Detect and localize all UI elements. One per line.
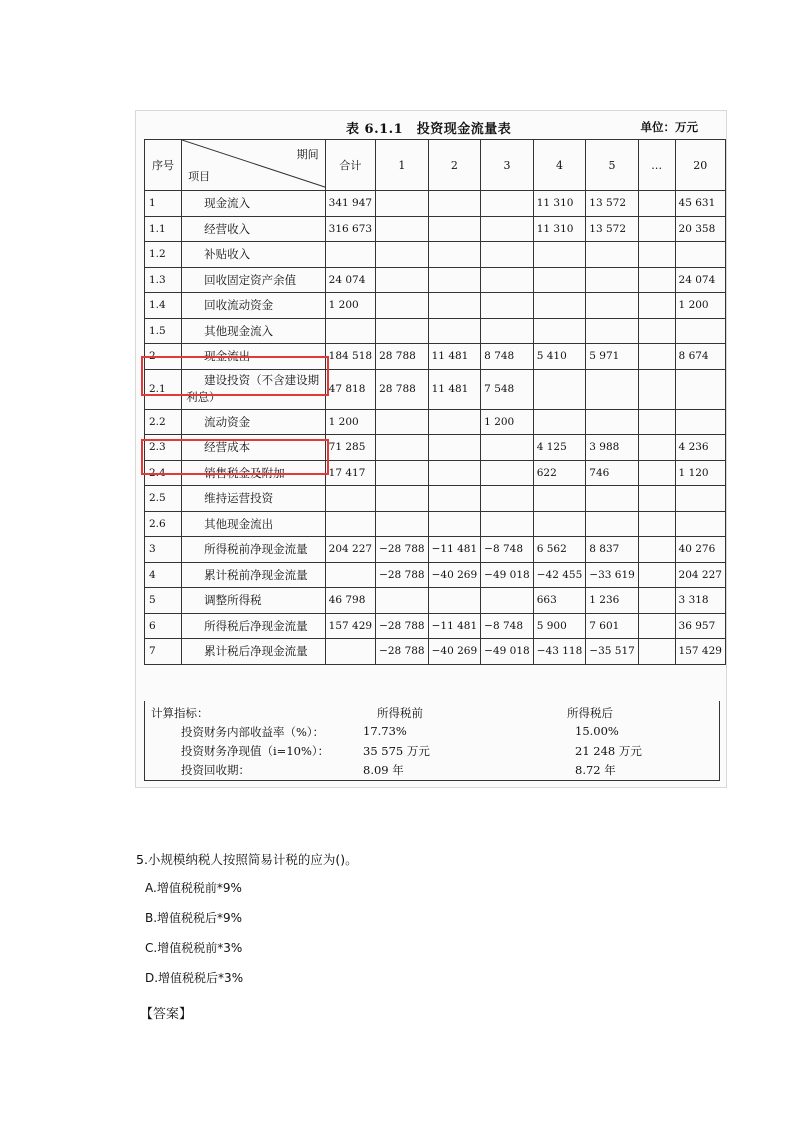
row-value	[376, 511, 429, 537]
row-value	[428, 267, 481, 293]
row-item: 累计税后净现金流量	[182, 639, 326, 665]
header-col: 20	[675, 140, 725, 191]
row-value: 663	[533, 588, 586, 614]
row-value	[533, 267, 586, 293]
row-value	[376, 242, 429, 268]
table-row	[145, 511, 726, 537]
row-value	[481, 511, 534, 537]
row-value: 5 971	[586, 344, 639, 370]
row-seq: 1.3	[145, 267, 182, 293]
row-value	[325, 562, 375, 588]
row-item: 建设投资（不含建设期利息）	[182, 369, 326, 409]
row-value: 28 788	[376, 344, 429, 370]
row-value	[638, 562, 675, 588]
row-seq: 2.6	[145, 511, 182, 537]
option-c: C.增值税税前*3%	[145, 941, 243, 955]
row-value	[638, 486, 675, 512]
row-item: 累计税前净现金流量	[182, 562, 326, 588]
row-value	[325, 242, 375, 268]
table-row	[145, 537, 726, 563]
header-col: 合计	[325, 140, 375, 191]
row-value: 204 227	[675, 562, 725, 588]
row-value	[428, 242, 481, 268]
row-value	[376, 191, 429, 217]
row-value: 4 236	[675, 435, 725, 461]
row-item: 经营成本	[182, 435, 326, 461]
row-item: 现金流入	[182, 191, 326, 217]
row-value	[481, 588, 534, 614]
highlight-box-cash-outflow	[141, 356, 329, 396]
header-period: 期间	[296, 148, 319, 161]
row-value: 1 200	[675, 293, 725, 319]
row-value	[638, 511, 675, 537]
row-value: 341 947	[325, 191, 375, 217]
metric-irr-after: 15.00%	[575, 724, 619, 738]
row-value	[638, 435, 675, 461]
row-seq: 2.5	[145, 486, 182, 512]
row-value: 8 748	[481, 344, 534, 370]
row-value	[481, 191, 534, 217]
row-value	[376, 435, 429, 461]
row-value: 7 601	[586, 613, 639, 639]
row-value	[533, 293, 586, 319]
metrics-col-after-tax: 所得税后	[567, 706, 613, 720]
row-seq: 1	[145, 191, 182, 217]
cash-flow-table-figure	[135, 110, 727, 788]
row-item: 销售税金及附加	[182, 460, 326, 486]
row-value	[638, 588, 675, 614]
row-item: 经营收入	[182, 216, 326, 242]
row-seq: 2.3	[145, 435, 182, 461]
row-value	[325, 318, 375, 344]
row-value: −8 748	[481, 537, 534, 563]
metrics-label: 计算指标：	[151, 706, 209, 720]
row-seq: 3	[145, 537, 182, 563]
row-value: −11 481	[428, 613, 481, 639]
row-value	[376, 460, 429, 486]
row-item: 补贴收入	[182, 242, 326, 268]
row-value	[638, 344, 675, 370]
row-value: 622	[533, 460, 586, 486]
row-item: 其他现金流出	[182, 511, 326, 537]
row-value	[638, 613, 675, 639]
row-seq: 2.2	[145, 409, 182, 435]
header-col: 3	[481, 140, 534, 191]
row-value: 20 358	[675, 216, 725, 242]
answer-label: 【答案】	[140, 1007, 193, 1022]
row-item: 其他现金流入	[182, 318, 326, 344]
row-value	[376, 216, 429, 242]
calculation-metrics	[144, 701, 720, 781]
row-value: 204 227	[325, 537, 375, 563]
row-value: 1 200	[481, 409, 534, 435]
header-col: …	[638, 140, 675, 191]
row-seq: 5	[145, 588, 182, 614]
row-seq: 1.4	[145, 293, 182, 319]
row-value: 4 125	[533, 435, 586, 461]
row-value	[325, 639, 375, 665]
row-value: 316 673	[325, 216, 375, 242]
table-row	[145, 562, 726, 588]
row-value: 5 900	[533, 613, 586, 639]
row-value	[638, 369, 675, 409]
table-row	[145, 191, 726, 217]
metric-payback-label: 投资回收期：	[181, 763, 250, 777]
header-diagonal	[182, 140, 326, 191]
header-col: 2	[428, 140, 481, 191]
table-row	[145, 216, 726, 242]
row-value	[428, 216, 481, 242]
header-seq: 序号	[145, 140, 182, 191]
row-value	[675, 369, 725, 409]
row-value	[428, 435, 481, 461]
row-value	[376, 293, 429, 319]
row-value	[586, 486, 639, 512]
header-item: 项目	[188, 170, 211, 183]
row-value: −28 788	[376, 613, 429, 639]
row-value: 3 318	[675, 588, 725, 614]
row-seq: 1.2	[145, 242, 182, 268]
table-row	[145, 639, 726, 665]
row-value: 28 788	[376, 369, 429, 409]
row-value	[481, 435, 534, 461]
row-value: −49 018	[481, 639, 534, 665]
row-value	[481, 293, 534, 319]
row-seq: 1.1	[145, 216, 182, 242]
row-value	[481, 216, 534, 242]
row-value	[428, 486, 481, 512]
row-value: 36 957	[675, 613, 725, 639]
header-col: 5	[586, 140, 639, 191]
row-value	[325, 486, 375, 512]
row-value: −28 788	[376, 639, 429, 665]
row-value	[533, 511, 586, 537]
row-value: −35 517	[586, 639, 639, 665]
row-value	[586, 318, 639, 344]
row-value	[533, 409, 586, 435]
row-seq: 7	[145, 639, 182, 665]
row-value: −11 481	[428, 537, 481, 563]
row-value	[638, 216, 675, 242]
row-value	[586, 511, 639, 537]
row-value: 1 120	[675, 460, 725, 486]
row-value: −8 748	[481, 613, 534, 639]
row-value	[586, 369, 639, 409]
table-row	[145, 613, 726, 639]
row-value	[638, 639, 675, 665]
row-value: 5 410	[533, 344, 586, 370]
row-item: 回收流动资金	[182, 293, 326, 319]
metric-npv-before: 35 575 万元	[363, 744, 430, 758]
table-row	[145, 267, 726, 293]
row-value: 24 074	[675, 267, 725, 293]
row-value: 7 548	[481, 369, 534, 409]
row-value: 184 518	[325, 344, 375, 370]
row-value	[376, 588, 429, 614]
table-row	[145, 588, 726, 614]
row-value: −40 269	[428, 639, 481, 665]
row-value	[675, 242, 725, 268]
row-value: 1 200	[325, 409, 375, 435]
row-value: 45 631	[675, 191, 725, 217]
row-seq: 2.4	[145, 460, 182, 486]
option-d: D.增值税税后*3%	[145, 971, 244, 985]
row-value: −49 018	[481, 562, 534, 588]
metrics-col-before-tax: 所得税前	[377, 706, 423, 720]
row-value: 11 481	[428, 344, 481, 370]
row-item: 流动资金	[182, 409, 326, 435]
row-value	[481, 486, 534, 512]
row-value	[675, 318, 725, 344]
row-value	[428, 511, 481, 537]
row-value	[428, 318, 481, 344]
row-value: −33 619	[586, 562, 639, 588]
metric-payback-before: 8.09 年	[363, 763, 404, 777]
row-value: 3 988	[586, 435, 639, 461]
row-seq: 6	[145, 613, 182, 639]
row-value: −28 788	[376, 537, 429, 563]
row-value	[638, 409, 675, 435]
row-value: 8 674	[675, 344, 725, 370]
row-item: 现金流出	[182, 344, 326, 370]
row-value	[428, 588, 481, 614]
row-value: 157 429	[325, 613, 375, 639]
row-value	[481, 460, 534, 486]
row-value: 40 276	[675, 537, 725, 563]
row-value	[586, 242, 639, 268]
row-seq: 4	[145, 562, 182, 588]
row-value	[638, 242, 675, 268]
row-value: 13 572	[586, 216, 639, 242]
row-value	[638, 460, 675, 486]
row-value	[376, 409, 429, 435]
row-value	[533, 242, 586, 268]
row-item: 所得税后净现金流量	[182, 613, 326, 639]
row-value	[376, 318, 429, 344]
row-value: 8 837	[586, 537, 639, 563]
metric-payback-after: 8.72 年	[575, 763, 616, 777]
row-value	[586, 409, 639, 435]
row-value	[638, 191, 675, 217]
row-value	[586, 293, 639, 319]
row-seq: 2.1	[145, 369, 182, 409]
row-item: 所得税前净现金流量	[182, 537, 326, 563]
header-col: 4	[533, 140, 586, 191]
row-value	[638, 267, 675, 293]
table-header-row	[145, 140, 726, 191]
cash-flow-table	[144, 139, 726, 665]
header-col: 1	[376, 140, 429, 191]
row-seq: 1.5	[145, 318, 182, 344]
option-b: B.增值税税后*9%	[145, 911, 243, 925]
metric-irr-before: 17.73%	[363, 724, 407, 738]
metric-irr-label: 投资财务内部收益率（%）：	[181, 725, 325, 739]
table-caption: 表 6.1.1 投资现金流量表	[346, 122, 512, 137]
row-value	[533, 318, 586, 344]
row-seq: 2	[145, 344, 182, 370]
table-row	[145, 318, 726, 344]
row-item: 调整所得税	[182, 588, 326, 614]
row-item: 回收固定资产余值	[182, 267, 326, 293]
row-value	[376, 267, 429, 293]
row-value: 11 310	[533, 216, 586, 242]
question-text: 5.小规模纳税人按照简易计税的应为()。	[136, 852, 358, 867]
metric-npv-after: 21 248 万元	[575, 744, 642, 758]
row-value: 47 818	[325, 369, 375, 409]
row-value	[376, 486, 429, 512]
row-value	[481, 318, 534, 344]
row-value	[481, 242, 534, 268]
row-value	[638, 537, 675, 563]
row-value: 6 562	[533, 537, 586, 563]
row-value	[586, 267, 639, 293]
table-row	[145, 293, 726, 319]
row-value: 157 429	[675, 639, 725, 665]
row-value: 746	[586, 460, 639, 486]
option-a: A.增值税税前*9%	[145, 881, 242, 895]
row-value	[533, 369, 586, 409]
row-value	[428, 293, 481, 319]
row-value	[428, 409, 481, 435]
metric-npv-label: 投资财务净现值（i=10%）：	[181, 744, 330, 758]
row-value: 13 572	[586, 191, 639, 217]
table-row	[145, 486, 726, 512]
row-value: −28 788	[376, 562, 429, 588]
table-row	[145, 409, 726, 435]
row-value: 17 417	[325, 460, 375, 486]
row-value	[325, 511, 375, 537]
row-value	[638, 293, 675, 319]
row-value: −43 118	[533, 639, 586, 665]
row-value: 71 285	[325, 435, 375, 461]
table-unit: 单位：万元	[640, 120, 698, 134]
row-value: 11 481	[428, 369, 481, 409]
table-row	[145, 242, 726, 268]
row-value: 24 074	[325, 267, 375, 293]
row-value: −40 269	[428, 562, 481, 588]
row-value	[675, 511, 725, 537]
row-value	[428, 460, 481, 486]
highlight-box-working-capital	[141, 439, 329, 475]
row-value	[675, 409, 725, 435]
row-item: 维持运营投资	[182, 486, 326, 512]
row-value	[428, 191, 481, 217]
row-value	[638, 318, 675, 344]
row-value	[481, 267, 534, 293]
row-value: −42 455	[533, 562, 586, 588]
row-value	[675, 486, 725, 512]
row-value	[533, 486, 586, 512]
row-value: 1 236	[586, 588, 639, 614]
row-value: 11 310	[533, 191, 586, 217]
row-value: 1 200	[325, 293, 375, 319]
row-value: 46 798	[325, 588, 375, 614]
